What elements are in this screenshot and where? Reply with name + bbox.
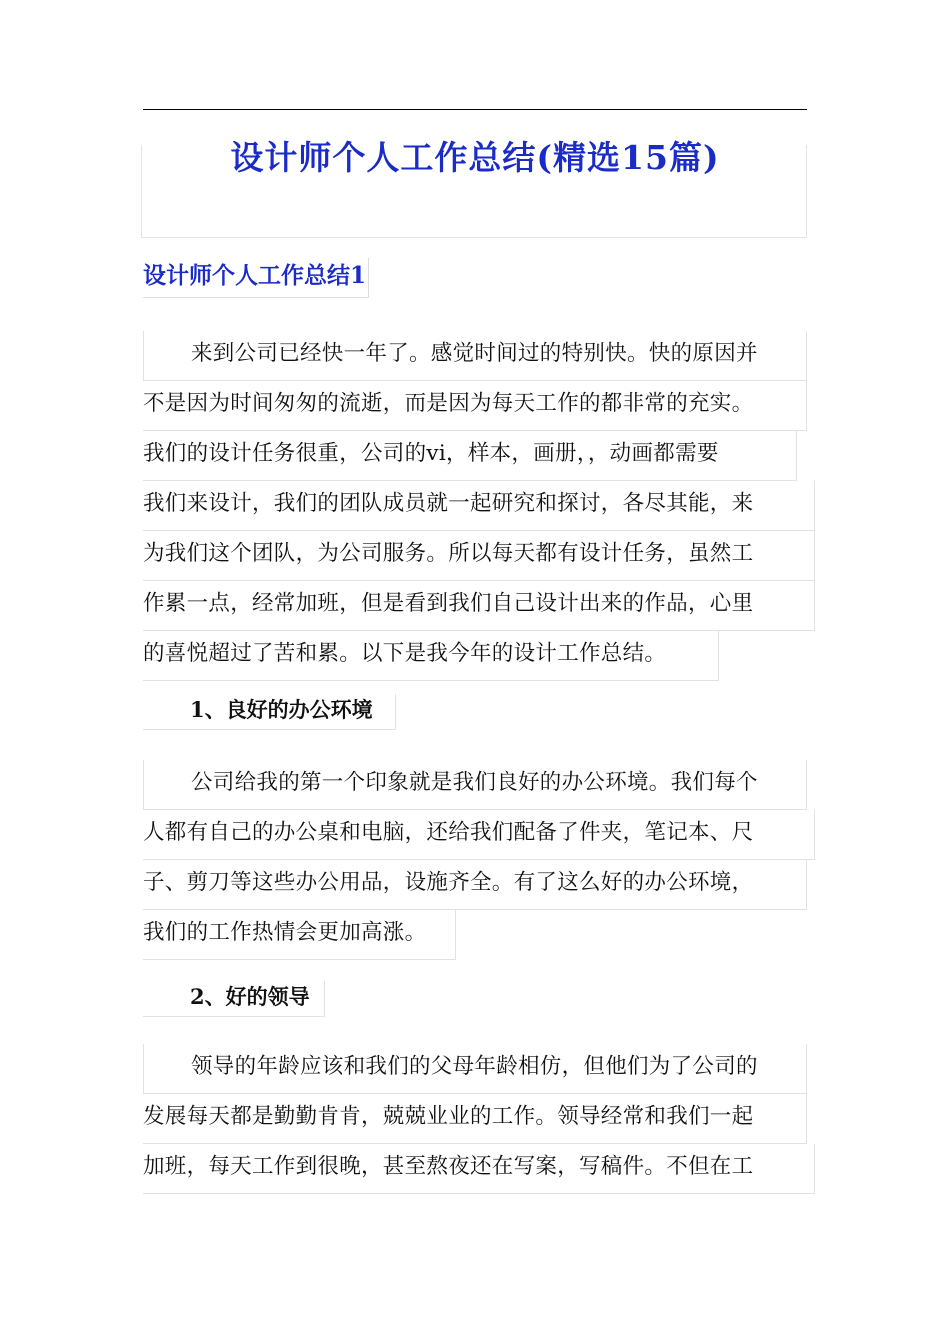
document-title: 设计师个人工作总结(精选15篇) xyxy=(230,138,720,177)
paragraph-line: 作累一点，经常加班，但是看到我们自己设计出来的作品，心里 xyxy=(143,581,815,631)
top-rule xyxy=(143,109,807,110)
paragraph-line: 加班，每天工作到很晚，甚至熬夜还在写案，写稿件。不但在工 xyxy=(143,1144,815,1194)
point2-heading: 2、好的领导 xyxy=(143,981,325,1017)
paragraph-line: 领导的年龄应该和我们的父母年龄相仿，但他们为了公司的 xyxy=(143,1044,807,1094)
point1-heading: 1、良好的办公环境 xyxy=(143,694,396,730)
paragraph-line: 人都有自己的办公桌和电脑，还给我们配备了件夹，笔记本、尺 xyxy=(143,810,815,860)
paragraph-line: 来到公司已经快一年了。感觉时间过的特别快。快的原因并 xyxy=(143,331,807,381)
paragraph-line: 我们的工作热情会更加高涨。 xyxy=(143,910,456,960)
paragraph-line: 的喜悦超过了苦和累。以下是我今年的设计工作总结。 xyxy=(143,631,719,681)
paragraph-line: 我们来设计，我们的团队成员就一起研究和探讨，各尽其能，来 xyxy=(143,481,815,531)
paragraph-line: 为我们这个团队，为公司服务。所以每天都有设计任务，虽然工 xyxy=(143,531,815,581)
paragraph-line: 公司给我的第一个印象就是我们良好的办公环境。我们每个 xyxy=(143,760,807,810)
paragraph-line: 我们的设计任务很重，公司的vi，样本，画册，，动画都需要 xyxy=(143,431,797,481)
paragraph-line: 不是因为时间匆匆的流逝，而是因为每天工作的都非常的充实。 xyxy=(143,381,807,431)
section-heading: 设计师个人工作总结1 xyxy=(143,258,369,298)
paragraph-line: 子、剪刀等这些办公用品，设施齐全。有了这么好的办公环境， xyxy=(143,860,807,910)
paragraph-line: 发展每天都是勤勤肯肯，兢兢业业的工作。领导经常和我们一起 xyxy=(143,1094,807,1144)
